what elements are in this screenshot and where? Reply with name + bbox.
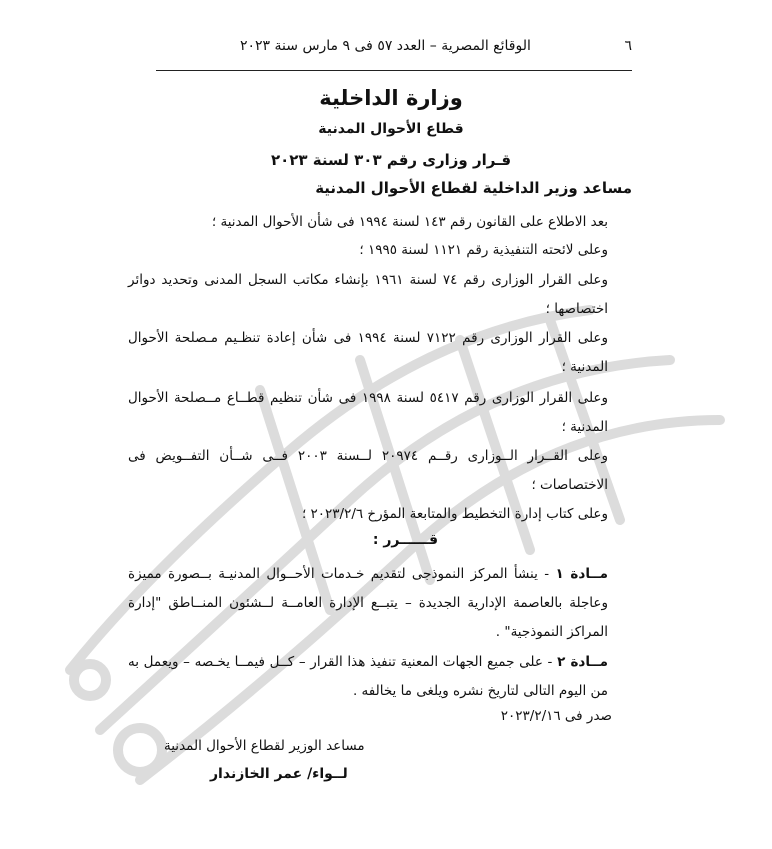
ministry-title: وزارة الداخلية xyxy=(319,86,463,110)
preamble-line: وعلى لائحته التنفيذية رقم ١١٢١ لسنة ١٩٩٥ ؛ xyxy=(359,242,608,258)
gazette-header-title: الوقائع المصرية – العدد ٥٧ فى ٩ مارس سنة ٢٠٢٣ xyxy=(240,38,531,54)
article-text: - على جميع الجهات المعنية تنفيذ هذا القرار – كــل فيمــا يخـصه – ويعمل به من اليوم التالى لتاريخ نشره ويلغى ما يخالفه . xyxy=(128,654,608,699)
preamble-line: بعد الاطلاع على القانون رقم ١٤٣ لسنة ١٩٩٤ فى شأن الأحوال المدنية ؛ xyxy=(211,214,608,230)
preamble-line: وعلى كتاب إدارة التخطيط والمتابعة المؤرخ ٢٠٢٣/٢/٦ ؛ xyxy=(301,506,608,522)
issuer-line: مساعد وزير الداخلية لقطاع الأحوال المدنية xyxy=(315,179,632,197)
preamble-line: وعلى القــرار الــوزارى رقــم ٢٠٩٧٤ لــسنة ٢٠٠٣ فــى شــأن التفــويض فى الاختصاصات ؛ xyxy=(128,448,608,493)
signature-name: لــواء/ عمر الخازندار xyxy=(210,766,348,782)
article-2 xyxy=(128,648,632,706)
decides-heading: قــــــرر : xyxy=(372,532,438,548)
article-text: - ينشأ المركز النموذجى لتقديم خـدمات الأحــوال المدنيـة بــصورة مميزة وعاجلة بالعاصمة الإدارية الجديدة – يتبــع الإدارة العامــة لــشئون المنــاطق "إدارة المراكز النموذجية" . xyxy=(128,566,608,640)
article-label: مــادة ٢ xyxy=(557,654,608,670)
article-label: مــادة ١ xyxy=(555,566,608,582)
signature-title: مساعد الوزير لقطاع الأحوال المدنية xyxy=(164,738,365,754)
page-number: ٦ xyxy=(624,38,632,54)
issued-date: صدر فى ٢٠٢٣/٢/١٦ xyxy=(500,708,612,724)
decree-title: قـرار وزارى رقم ٣٠٣ لسنة ٢٠٢٣ xyxy=(270,151,512,169)
sector-title: قطاع الأحوال المدنية xyxy=(318,121,464,137)
page-header xyxy=(156,30,632,71)
preamble-line: وعلى القرار الوزارى رقم ٥٤١٧ لسنة ١٩٩٨ فى شأن تنظيم قطــاع مــصلحة الأحوال المدنية ؛ xyxy=(128,390,608,435)
preamble-line: وعلى القرار الوزارى رقم ٧٤ لسنة ١٩٦١ بإنشاء مكاتب السجل المدنى وتحديد دوائر اختصاصها ؛ xyxy=(128,272,608,317)
article-1 xyxy=(128,560,632,647)
preamble-line: وعلى القرار الوزارى رقم ٧١٢٢ لسنة ١٩٩٤ فى شأن إعادة تنظـيم مـصلحة الأحوال المدنية ؛ xyxy=(128,330,608,375)
